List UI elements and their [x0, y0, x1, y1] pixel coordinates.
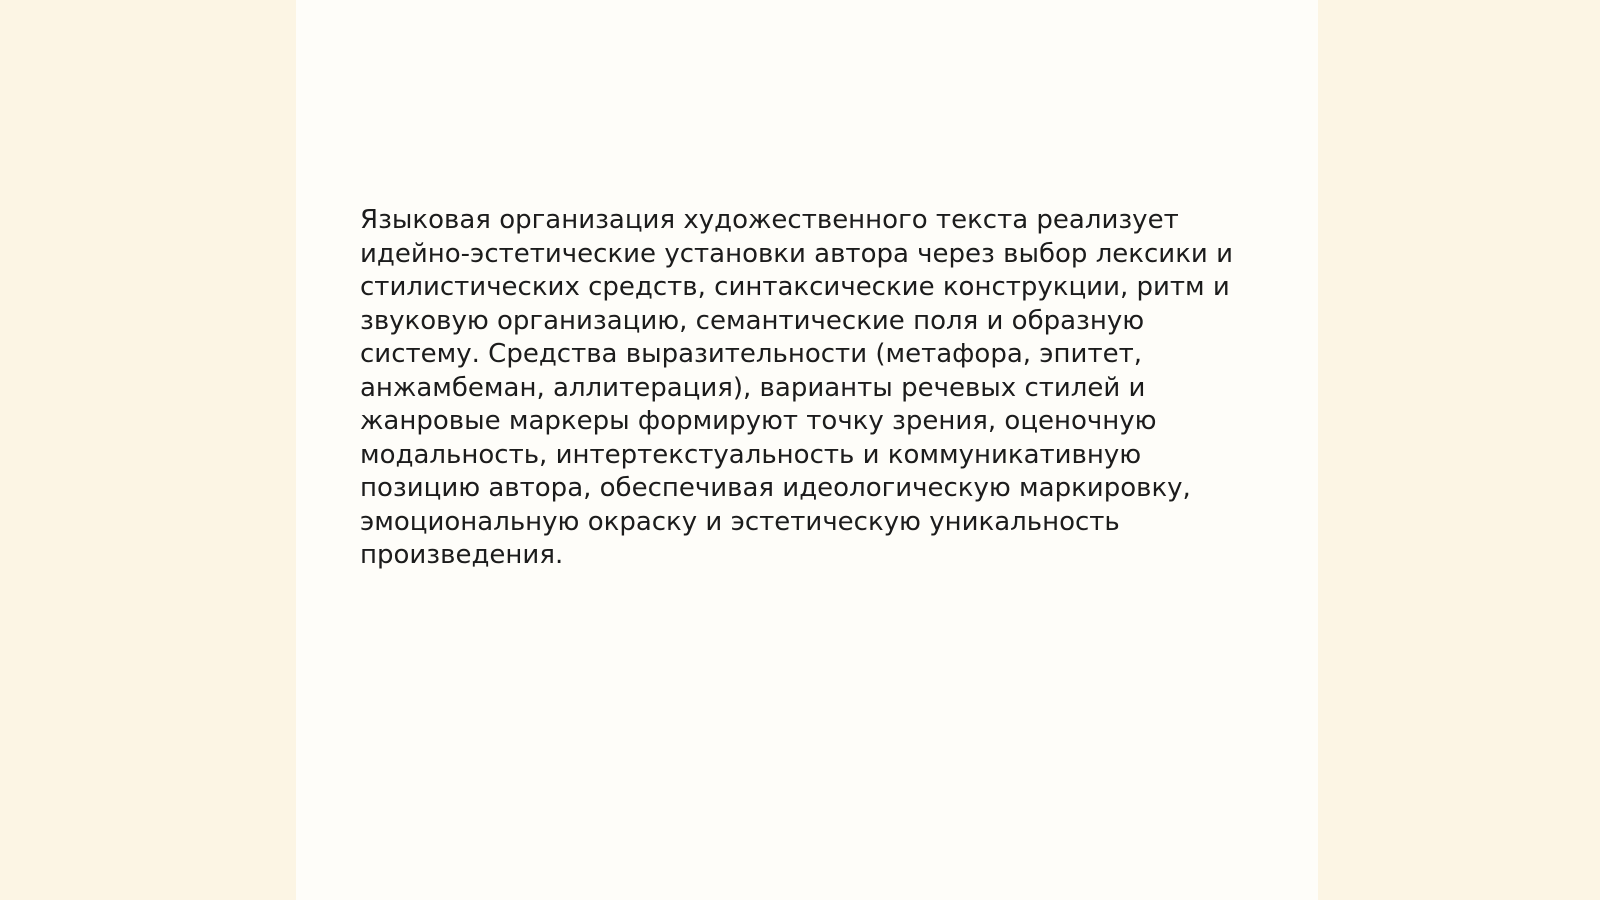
document-page — [296, 0, 1318, 900]
right-margin-background — [1318, 0, 1600, 900]
left-margin-background — [0, 0, 296, 900]
body-paragraph: Языковая организация художественного текста реализует идейно-эстетические установки автора через выбор лексики и стилистических средств, синтаксические конструкции, ритм и звуковую организацию, семантические поля и образную систему. Средства выразительности (метафора, эпитет, анжамбеман, аллитерация), варианты речевых стилей и жанровые маркеры формируют точку зрения, оценочную модальность, интертекстуальность и коммуникативную позицию автора, обеспечивая идеологическую маркировку, эмоциональную окраску и эстетическую уникальность произведения. — [360, 205, 1233, 570]
